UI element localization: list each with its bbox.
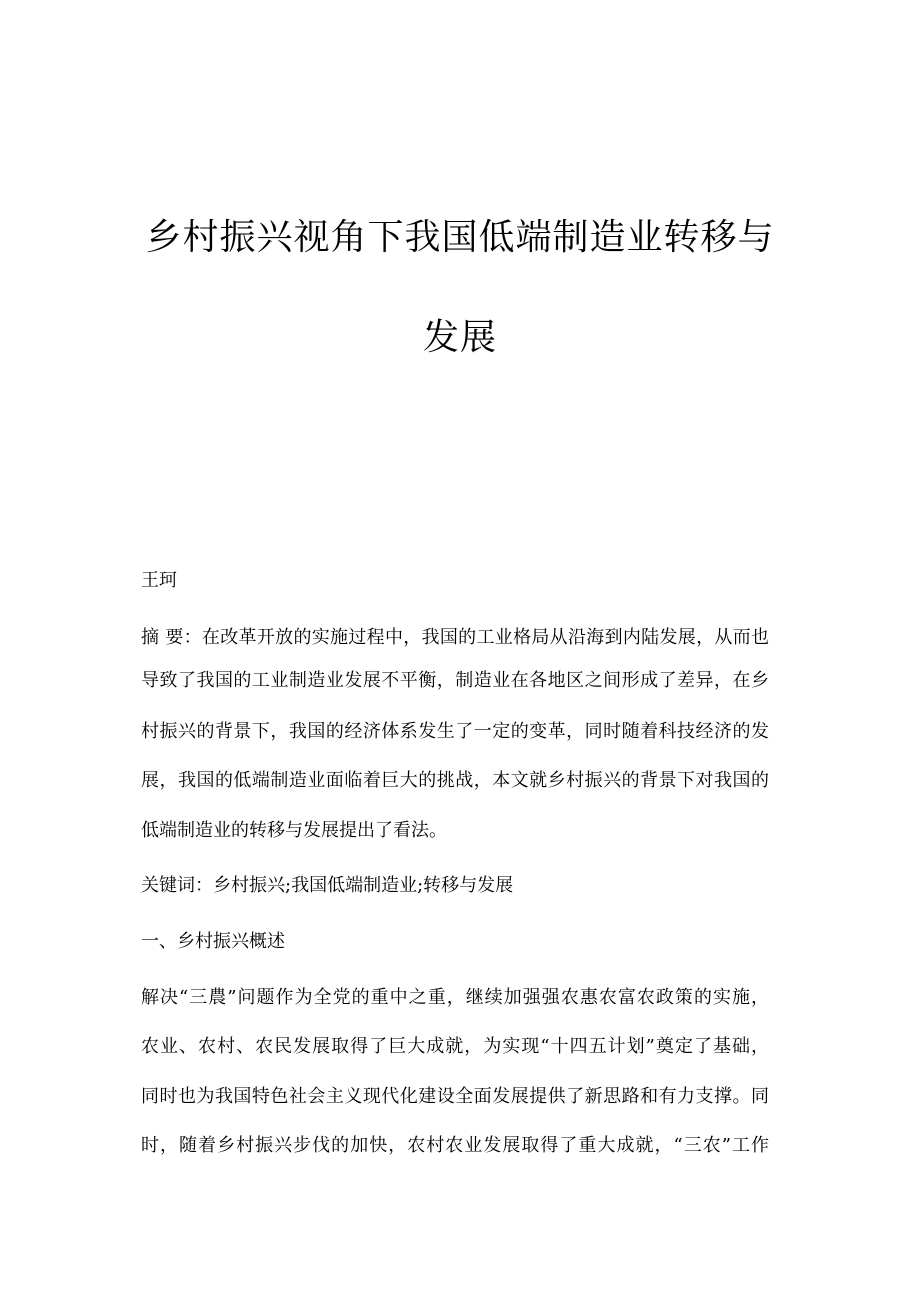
paper-title-line-2: 发展 <box>422 317 497 358</box>
section-line-2: 农业、农村、农民发展取得了巨大成就，为实现“十四五计划”奠定了基础， <box>141 1036 769 1057</box>
author-name: 王珂 <box>141 570 177 591</box>
section-line-3: 同时也为我国特色社会主义现代化建设全面发展提供了新思路和有力支撑。同 <box>141 1086 769 1107</box>
paper-title-line-1: 乡村振兴视角下我国低端制造业转移与 <box>145 217 775 258</box>
abstract-line-1: 摘 要：在改革开放的实施过程中，我国的工业格局从沿海到内陆发展，从而也 <box>141 627 769 648</box>
section-line-4: 时，随着乡村振兴步伐的加快，农村农业发展取得了重大成就，“三农”工作 <box>141 1135 769 1156</box>
abstract-line-4: 展，我国的低端制造业面临着巨大的挑战，本文就乡村振兴的背景下对我国的 <box>141 770 769 791</box>
abstract-line-2: 导致了我国的工业制造业发展不平衡，制造业在各地区之间形成了差异，在乡 <box>141 670 769 691</box>
keywords: 关键词：乡村振兴;我国低端制造业;转移与发展 <box>141 875 514 896</box>
section-line-1: 解决“三農”问题作为全党的重中之重，继续加强强农惠农富农政策的实施， <box>141 987 769 1008</box>
abstract-line-3: 村振兴的背景下，我国的经济体系发生了一定的变革，同时随着科技经济的发 <box>141 721 769 742</box>
abstract-line-5: 低端制造业的转移与发展提出了看法。 <box>141 820 447 841</box>
section-heading: 一、乡村振兴概述 <box>141 931 285 952</box>
